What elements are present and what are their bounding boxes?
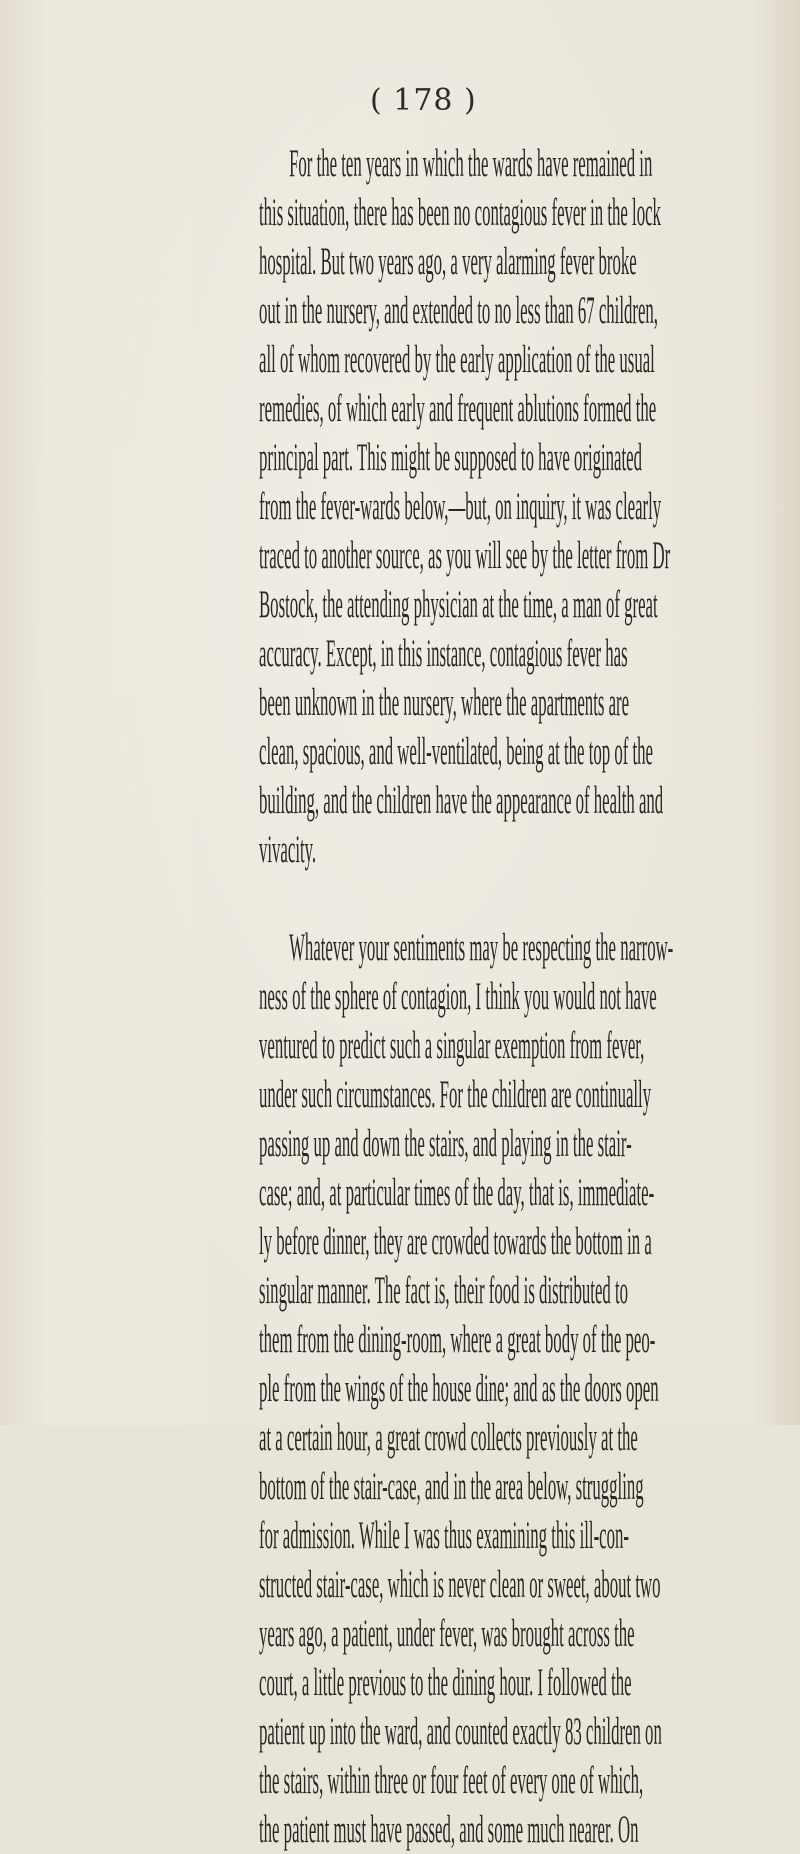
text-line: bottom of the stair-case, and in the area below, struggling	[259, 1465, 644, 1508]
text-line: accuracy. Except, in this instance, contagious fever has	[259, 632, 628, 675]
text-line: been unknown in the nursery, where the apartments are	[259, 681, 630, 724]
text-line: court, a little previous to the dining hour. I followed the	[259, 1661, 632, 1704]
text-line: for admission. While I was thus examining this ill-con-	[259, 1514, 629, 1557]
text-line: them from the dining-room, where a great body of the peo-	[259, 1318, 656, 1361]
text-line: Whatever your sentiments may be respecting the narrow-	[289, 926, 674, 969]
text-line: all of whom recovered by the early application of the usual	[259, 338, 655, 381]
body-text	[259, 139, 792, 1854]
text-line: the stairs, within three or four feet of every one of which,	[259, 1759, 644, 1802]
text-line: principal part. This might be supposed to have originated	[259, 436, 642, 479]
text-line: ple from the wings of the house dine; and as the doors open	[259, 1367, 659, 1410]
text-line: hospital. But two years ago, a very alarming fever broke	[259, 240, 637, 283]
text-line: from the fever-wards below,—but, on inquiry, it was clearly	[259, 485, 662, 528]
text-line: structed stair-case, which is never clean or sweet, about two	[259, 1563, 661, 1606]
text-line: clean, spacious, and well-ventilated, being at the top of the	[259, 730, 653, 773]
text-line: traced to another source, as you will see by the letter from Dr	[259, 534, 671, 577]
text-line: ly before dinner, they are crowded towards the bottom in a	[259, 1220, 652, 1263]
text-line: vivacity.	[259, 828, 317, 871]
text-line: ness of the sphere of contagion, I think you would not have	[259, 975, 657, 1018]
text-line: Bostock, the attending physician at the time, a man of great	[259, 583, 658, 626]
text-line: years ago, a patient, under fever, was brought across the	[259, 1612, 635, 1655]
page-number: ( 178 )	[370, 83, 477, 118]
text-line: passing up and down the stairs, and playing in the stair-	[259, 1122, 632, 1165]
paragraph-1	[259, 139, 792, 874]
text-line: under such circumstances. For the children are continually	[259, 1073, 652, 1116]
text-line: out in the nursery, and extended to no less than 67 children,	[259, 289, 658, 332]
paragraph-2	[259, 923, 792, 1854]
text-line: ventured to predict such a singular exemption from fever,	[259, 1024, 645, 1067]
paragraph-gap	[259, 874, 792, 923]
text-line: this situation, there has been no contagious fever in the lock	[259, 191, 661, 234]
text-line: the patient must have passed, and some much nearer. On	[259, 1808, 639, 1851]
text-line: at a certain hour, a great crowd collects previously at the	[259, 1416, 638, 1459]
text-line: building, and the children have the appearance of health and	[259, 779, 664, 822]
text-line: patient up into the ward, and counted exactly 83 children on	[259, 1710, 662, 1753]
text-line: case; and, at particular times of the day, that is, immediate-	[259, 1171, 655, 1214]
text-line: remedies, of which early and frequent ablutions formed the	[259, 387, 657, 430]
text-line: singular manner. The fact is, their food is distributed to	[259, 1269, 629, 1312]
text-line: For the ten years in which the wards have remained in	[289, 142, 653, 185]
